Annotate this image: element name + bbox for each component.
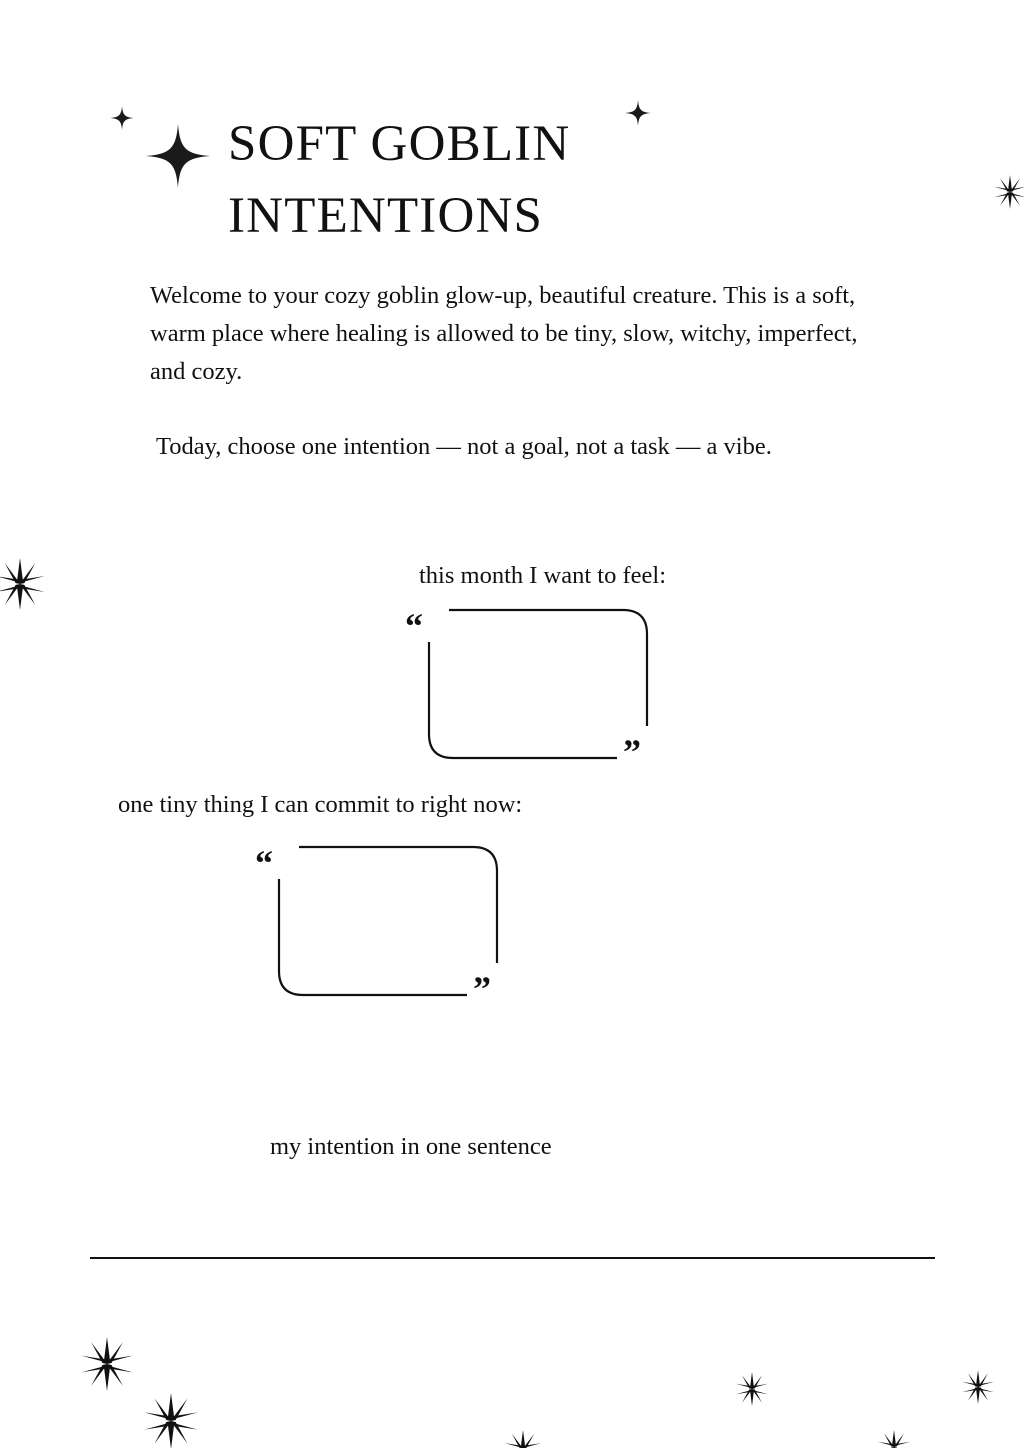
prompt-label-sentence: my intention in one sentence bbox=[270, 1133, 552, 1160]
intro-text-block bbox=[150, 277, 862, 466]
star-icon-bottom-center bbox=[504, 1430, 542, 1448]
star-icon-left-mid bbox=[0, 558, 46, 610]
star-icon-bottom-left bbox=[80, 1337, 134, 1391]
horizontal-divider bbox=[90, 1257, 935, 1259]
sparkle-icon-title-large bbox=[146, 124, 210, 188]
star-icon-bottom-right-1 bbox=[735, 1372, 769, 1406]
page-title-line-2: INTENTIONS bbox=[228, 188, 544, 244]
prompt-label-commit: one tiny thing I can commit to right now: bbox=[118, 791, 523, 818]
star-icon-right-upper bbox=[993, 175, 1024, 209]
close-quote-mark-commit: ” bbox=[473, 969, 491, 1009]
open-quote-mark-commit: “ bbox=[255, 843, 273, 883]
quote-box-feel[interactable] bbox=[405, 606, 649, 772]
star-icon-bottom-right-2 bbox=[961, 1370, 995, 1404]
intro-paragraph-1: Welcome to your cozy goblin glow-up, beautiful creature. This is a soft, warm place where healing is allowed to be tiny, slow, witchy, imperfect, and cozy. bbox=[150, 282, 858, 385]
quote-box-commit[interactable] bbox=[255, 843, 499, 1009]
page-title bbox=[228, 108, 748, 252]
star-icon-bottom-left-2 bbox=[143, 1393, 199, 1448]
star-icon-bottom-right-3 bbox=[877, 1430, 911, 1448]
open-quote-mark-feel: “ bbox=[405, 606, 423, 646]
intro-paragraph-2: Today, choose one intention — not a goal, not a task — a vibe. bbox=[156, 433, 772, 460]
prompt-label-feel: this month I want to feel: bbox=[419, 562, 666, 589]
sparkle-icon-title-small bbox=[110, 106, 134, 130]
page-title-line-1: SOFT GOBLIN bbox=[228, 116, 571, 172]
close-quote-mark-feel: ” bbox=[623, 732, 641, 772]
